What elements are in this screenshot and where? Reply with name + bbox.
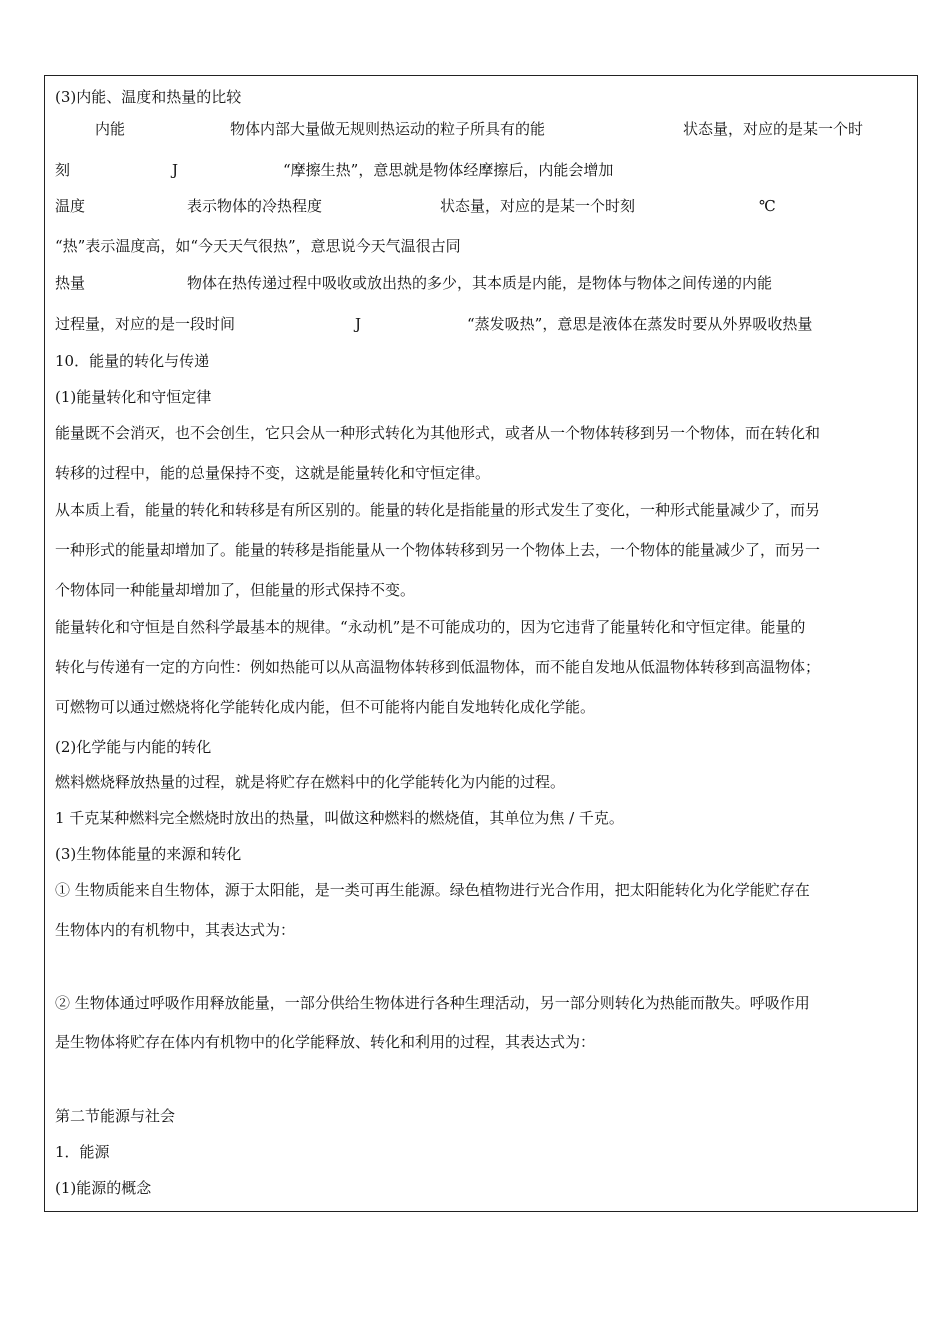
definition-neineng: 物体内部大量做无规则热运动的粒子所具有的能 [230, 120, 546, 138]
unit-reliang: J [355, 315, 362, 333]
section-heading-energy-society: 第二节能源与社会 [55, 1107, 176, 1125]
term-wendu: 温度 [55, 197, 86, 215]
term-reliang: 热量 [55, 274, 86, 292]
paragraph-line: 是生物体将贮存在体内有机物中的化学能释放、转化和利用的过程，其表达式为： [55, 1033, 596, 1051]
quantity-wendu: 状态量，对应的是某一个时刻 [440, 197, 636, 215]
example-reliang: “蒸发吸热”，意思是液体在蒸发时要从外界吸收热量 [467, 315, 813, 333]
list-item-energy: 1．能源 [55, 1143, 110, 1161]
quantity-reliang: 过程量，对应的是一段时间 [55, 315, 236, 333]
subheading-conservation: (1)能量转化和守恒定律 [55, 388, 212, 406]
paragraph-line: 可燃物可以通过燃烧将化学能转化成内能，但不可能将内能自发地转化成化学能。 [55, 698, 596, 716]
definition-wendu: 表示物体的冷热程度 [187, 197, 323, 215]
subheading-energy-concept: (1)能源的概念 [55, 1179, 152, 1197]
section-heading-comparison: (3)内能、温度和热量的比较 [55, 88, 242, 106]
unit-neineng: J [172, 161, 179, 179]
paragraph-line: 从本质上看，能量的转化和转移是有所区别的。能量的转化是指能量的形式发生了变化，一种形式能量减少了，而另 [55, 501, 821, 519]
paragraph-line: ② 生物体通过呼吸作用释放能量，一部分供给生物体进行各种生理活动，另一部分则转化为热能而散失。呼吸作用 [55, 994, 810, 1012]
section-heading-energy-conversion: 10．能量的转化与传递 [55, 352, 210, 370]
paragraph-line: 1 千克某种燃料完全燃烧时放出的热量，叫做这种燃料的燃烧值，其单位为焦 / 千克。 [55, 809, 624, 827]
paragraph-line: 能量既不会消灭，也不会创生，它只会从一种形式转化为其他形式，或者从一个物体转移到另一个物体，而在转化和 [55, 424, 821, 442]
example-wendu: “热”表示温度高，如“今天天气很热”，意思说今天气温很古同 [55, 237, 461, 255]
example-neineng: “摩擦生热”，意思就是物体经摩擦后，内能会增加 [283, 161, 614, 179]
paragraph-line: 转移的过程中，能的总量保持不变，这就是能量转化和守恒定律。 [55, 464, 491, 482]
paragraph-line: 一种形式的能量却增加了。能量的转移是指能量从一个物体转移到另一个物体上去，一个物体的能量减少了，而另一 [55, 541, 821, 559]
quantity-neineng: 状态量，对应的是某一个时 [683, 120, 864, 138]
paragraph-line: 燃料燃烧释放热量的过程，就是将贮存在燃料中的化学能转化为内能的过程。 [55, 773, 566, 791]
quantity-neineng-cont: 刻 [55, 161, 71, 179]
paragraph-line: 生物体内的有机物中，其表达式为： [55, 921, 296, 939]
term-neineng: 内能 [95, 120, 126, 138]
paragraph-line: 转化与传递有一定的方向性：例如热能可以从高温物体转移到低温物体，而不能自发地从低温物体转移到高温物体； [55, 658, 821, 676]
paragraph-line: ① 生物质能来自生物体，源于太阳能，是一类可再生能源。绿色植物进行光合作用，把太阳能转化为化学能贮存在 [55, 881, 810, 899]
paragraph-line: 能量转化和守恒是自然科学最基本的规律。“永动机”是不可能成功的，因为它违背了能量转化和守恒定律。能量的 [55, 618, 806, 636]
unit-wendu: ℃ [759, 197, 776, 215]
subheading-bio-energy: (3)生物体能量的来源和转化 [55, 845, 242, 863]
definition-reliang: 物体在热传递过程中吸收或放出热的多少，其本质是内能，是物体与物体之间传递的内能 [187, 274, 773, 292]
subheading-chemical-energy: (2)化学能与内能的转化 [55, 738, 212, 756]
paragraph-line: 个物体同一种能量却增加了，但能量的形式保持不变。 [55, 581, 416, 599]
